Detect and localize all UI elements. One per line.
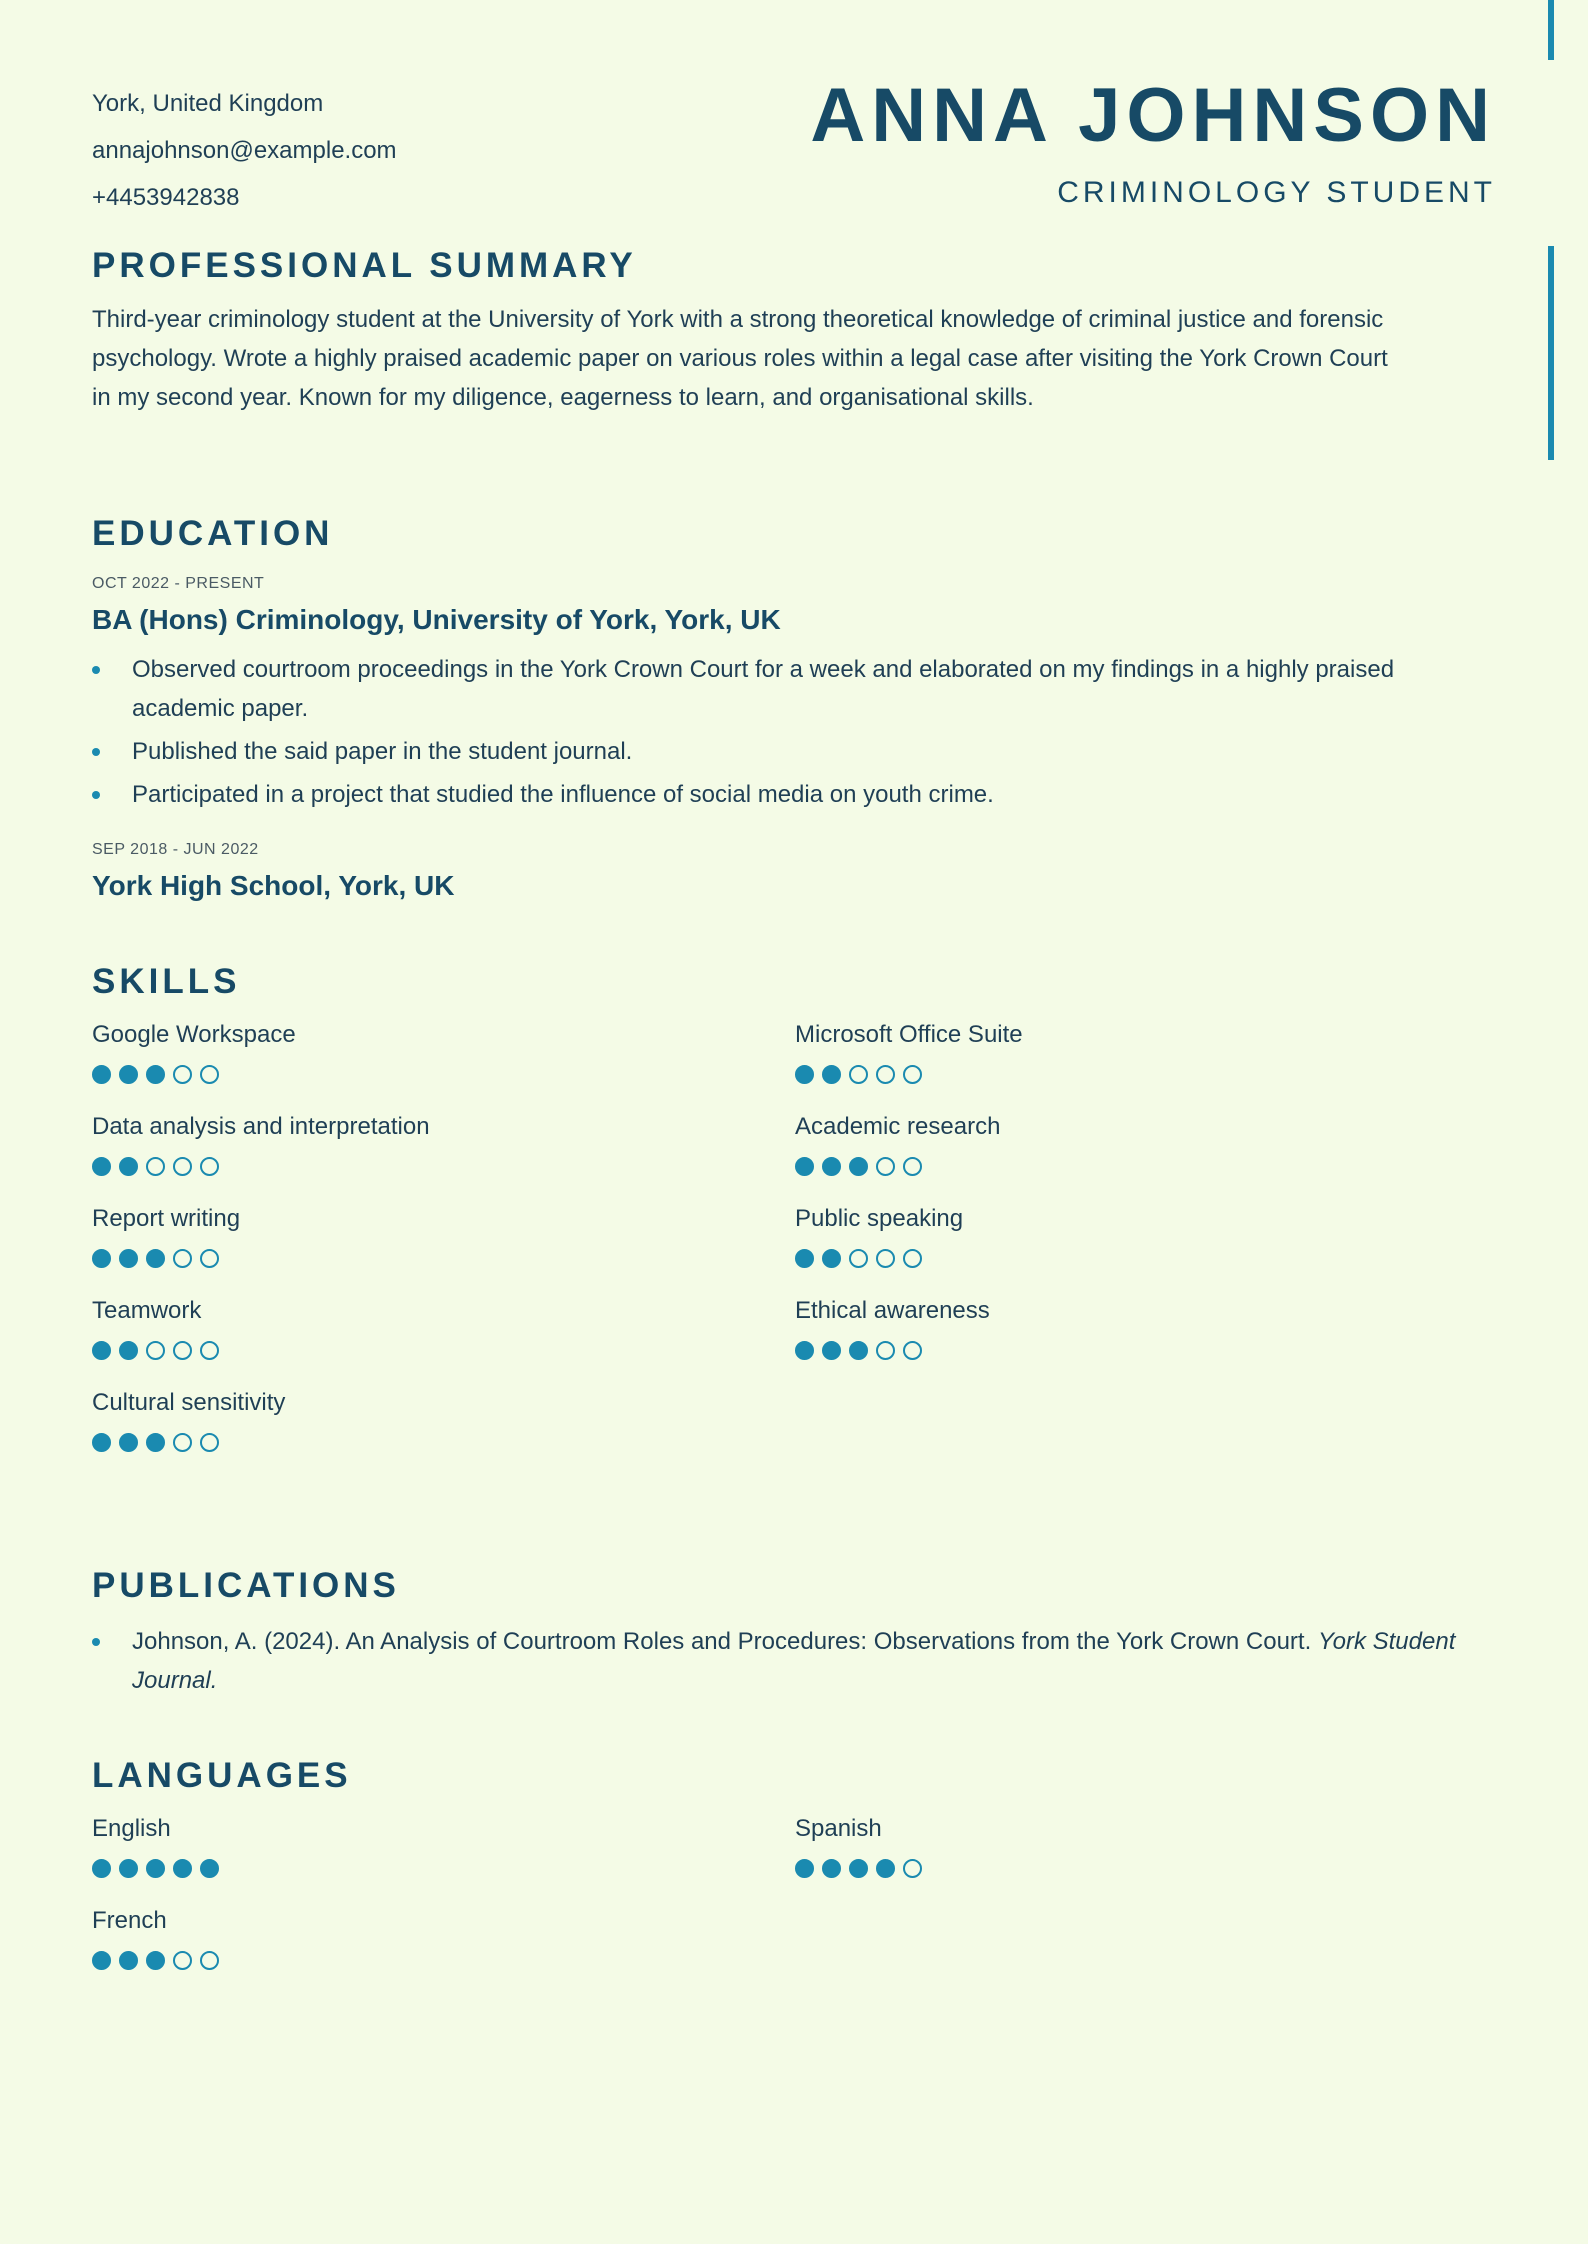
rating-dot-filled-icon	[795, 1249, 814, 1268]
education-entry	[92, 574, 1496, 814]
rating-dot-empty-icon	[200, 1951, 219, 1970]
accent-bar-side	[1548, 246, 1554, 460]
rating-dot-filled-icon	[119, 1951, 138, 1970]
rating-dot-filled-icon	[876, 1859, 895, 1878]
candidate-role: CRIMINOLOGY STUDENT	[1057, 176, 1496, 209]
rating-dot-filled-icon	[146, 1951, 165, 1970]
rating-dot-filled-icon	[822, 1065, 841, 1084]
section-title-education: EDUCATION	[92, 514, 334, 553]
accent-bar-top	[1548, 0, 1554, 60]
bullet-dot-icon	[92, 1638, 100, 1646]
rating-dot-filled-icon	[92, 1065, 111, 1084]
rating-dot-filled-icon	[822, 1249, 841, 1268]
skill-name: Teamwork	[92, 1297, 202, 1324]
skill-rating	[92, 1156, 795, 1176]
rating-dot-empty-icon	[173, 1341, 192, 1360]
languages-section	[92, 1754, 1496, 1970]
skill-name: Cultural sensitivity	[92, 1389, 286, 1416]
section-title-summary: PROFESSIONAL SUMMARY	[92, 246, 637, 285]
skill-name: Ethical awareness	[795, 1297, 990, 1324]
rating-dot-empty-icon	[200, 1065, 219, 1084]
rating-dot-filled-icon	[92, 1341, 111, 1360]
rating-dot-filled-icon	[119, 1157, 138, 1176]
rating-dot-empty-icon	[903, 1249, 922, 1268]
summary-section	[92, 244, 1496, 417]
skill-rating	[92, 1340, 795, 1360]
skill-name: Report writing	[92, 1205, 241, 1232]
rating-dot-empty-icon	[173, 1157, 192, 1176]
rating-dot-filled-icon	[92, 1859, 111, 1878]
rating-dot-empty-icon	[173, 1951, 192, 1970]
list-item	[92, 732, 1496, 771]
bullet-dot-icon	[92, 748, 100, 756]
bullet-text: Observed courtroom proceedings in the York Crown Court for a week and elaborated on my findings in a highly praised academic paper.	[132, 656, 1395, 722]
skill-item	[92, 1388, 795, 1452]
rating-dot-filled-icon	[822, 1859, 841, 1878]
skill-name: Data analysis and interpretation	[92, 1113, 430, 1140]
language-item	[92, 1906, 795, 1970]
language-rating	[795, 1858, 1498, 1878]
education-degree: York High School, York, UK	[92, 870, 455, 901]
rating-dot-empty-icon	[849, 1249, 868, 1268]
list-item	[92, 650, 1496, 728]
bullet-text: Published the said paper in the student journal.	[132, 738, 633, 765]
rating-dot-filled-icon	[92, 1157, 111, 1176]
rating-dot-filled-icon	[119, 1065, 138, 1084]
language-rating	[92, 1950, 795, 1970]
language-name: French	[92, 1907, 167, 1934]
publication-journal: York Student Journal.	[132, 1628, 1456, 1694]
email-text: annajohnson@example.com	[92, 137, 397, 164]
skill-item	[795, 1296, 1498, 1360]
rating-dot-empty-icon	[200, 1249, 219, 1268]
skill-name: Public speaking	[795, 1205, 964, 1232]
rating-dot-filled-icon	[146, 1249, 165, 1268]
section-title-publications: PUBLICATIONS	[92, 1566, 400, 1605]
language-rating	[92, 1858, 795, 1878]
rating-dot-filled-icon	[822, 1341, 841, 1360]
rating-dot-filled-icon	[146, 1433, 165, 1452]
location-text: York, United Kingdom	[92, 90, 324, 117]
rating-dot-filled-icon	[200, 1859, 219, 1878]
skill-item	[92, 1020, 795, 1084]
rating-dot-empty-icon	[903, 1859, 922, 1878]
candidate-name: ANNA JOHNSON	[810, 73, 1496, 158]
contact-block	[92, 80, 397, 221]
section-title-languages: LANGUAGES	[92, 1756, 352, 1795]
rating-dot-filled-icon	[795, 1157, 814, 1176]
education-date: OCT 2022 - PRESENT	[92, 575, 265, 592]
rating-dot-empty-icon	[876, 1065, 895, 1084]
rating-dot-filled-icon	[146, 1859, 165, 1878]
education-section	[92, 512, 1496, 904]
rating-dot-filled-icon	[92, 1951, 111, 1970]
rating-dot-filled-icon	[146, 1065, 165, 1084]
skill-item	[795, 1112, 1498, 1176]
languages-grid	[92, 1814, 1496, 1970]
skill-rating	[795, 1340, 1498, 1360]
publications-list	[92, 1622, 1496, 1700]
publication-text: Johnson, A. (2024). An Analysis of Courtroom Roles and Procedures: Observations from the York Crown Court.	[132, 1628, 1312, 1655]
bullet-dot-icon	[92, 666, 100, 674]
summary-text: Third-year criminology student at the University of York with a strong theoretical knowledge of criminal justice and forensic psychology. Wrote a highly praised academic paper on various roles within a legal case after visiting the York Crown Court in my second year. Known for my diligence, eagerness to learn, and organisational skills.	[92, 306, 1388, 411]
rating-dot-empty-icon	[903, 1341, 922, 1360]
rating-dot-empty-icon	[200, 1341, 219, 1360]
language-item	[92, 1814, 795, 1878]
skill-name: Microsoft Office Suite	[795, 1021, 1023, 1048]
education-bullets	[92, 650, 1496, 814]
rating-dot-empty-icon	[173, 1249, 192, 1268]
skill-item	[92, 1204, 795, 1268]
skill-rating	[92, 1064, 795, 1084]
rating-dot-filled-icon	[92, 1433, 111, 1452]
skills-section	[92, 960, 1496, 1452]
skill-rating	[795, 1248, 1498, 1268]
rating-dot-filled-icon	[849, 1859, 868, 1878]
skill-item	[795, 1204, 1498, 1268]
rating-dot-filled-icon	[795, 1341, 814, 1360]
rating-dot-empty-icon	[849, 1065, 868, 1084]
list-item	[92, 1622, 1496, 1700]
rating-dot-filled-icon	[822, 1157, 841, 1176]
rating-dot-filled-icon	[173, 1859, 192, 1878]
rating-dot-empty-icon	[146, 1341, 165, 1360]
rating-dot-empty-icon	[173, 1065, 192, 1084]
publications-section	[92, 1564, 1496, 1704]
language-name: Spanish	[795, 1815, 882, 1842]
language-item	[795, 1814, 1498, 1878]
skills-grid	[92, 1020, 1496, 1452]
rating-dot-empty-icon	[173, 1433, 192, 1452]
rating-dot-filled-icon	[795, 1859, 814, 1878]
skill-rating	[795, 1156, 1498, 1176]
rating-dot-empty-icon	[146, 1157, 165, 1176]
rating-dot-empty-icon	[903, 1157, 922, 1176]
list-item	[92, 775, 1496, 814]
section-title-skills: SKILLS	[92, 962, 241, 1001]
rating-dot-empty-icon	[903, 1065, 922, 1084]
rating-dot-empty-icon	[200, 1157, 219, 1176]
phone-text: +4453942838	[92, 184, 240, 211]
rating-dot-empty-icon	[876, 1341, 895, 1360]
rating-dot-filled-icon	[119, 1249, 138, 1268]
language-name: English	[92, 1815, 171, 1842]
bullet-dot-icon	[92, 791, 100, 799]
rating-dot-filled-icon	[849, 1157, 868, 1176]
skill-item	[92, 1296, 795, 1360]
rating-dot-filled-icon	[119, 1433, 138, 1452]
education-entry	[92, 840, 1496, 904]
skill-name: Academic research	[795, 1113, 1001, 1140]
education-date: SEP 2018 - JUN 2022	[92, 841, 259, 858]
skill-rating	[92, 1248, 795, 1268]
education-degree: BA (Hons) Criminology, University of York, York, UK	[92, 604, 781, 635]
rating-dot-empty-icon	[200, 1433, 219, 1452]
rating-dot-filled-icon	[92, 1249, 111, 1268]
skill-rating	[92, 1432, 795, 1452]
rating-dot-filled-icon	[119, 1341, 138, 1360]
skill-rating	[795, 1064, 1498, 1084]
rating-dot-filled-icon	[849, 1341, 868, 1360]
skill-item	[92, 1112, 795, 1176]
skill-item	[795, 1020, 1498, 1084]
skill-name: Google Workspace	[92, 1021, 296, 1048]
rating-dot-filled-icon	[119, 1859, 138, 1878]
rating-dot-empty-icon	[876, 1249, 895, 1268]
rating-dot-empty-icon	[876, 1157, 895, 1176]
bullet-text: Participated in a project that studied the influence of social media on youth crime.	[132, 781, 994, 808]
rating-dot-filled-icon	[795, 1065, 814, 1084]
